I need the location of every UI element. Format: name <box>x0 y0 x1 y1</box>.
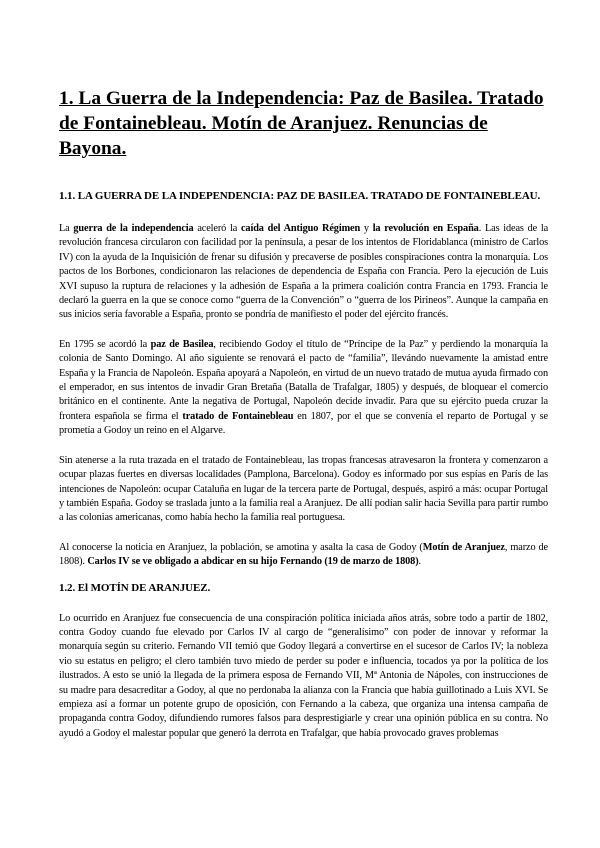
paragraph-independence-war: La guerra de la independencia aceleró la caída del Antiguo Régimen y la revolución en España. Las ideas de la revolución francesa circularon con facilidad por la península, a pesar de los intentos de Floridablanca (ministro de Carlos IV) con la ayuda de la Inquisición de frenar su difusión y precaverse de posibles conspiraciones contra la monarquía. Los pactos de los Borbones, condicionaron las relaciones de dependencia de España con Francia. Pero la ejecución de Luis XVI supuso la ruptura de relaciones y la adhesión de España a la primera coalición contra Francia en 1793. Francia le declaró la guerra en la que se conoce como “guerra de la Convención” o “guerra de los Pirineos”. Aunque la campaña en sus inicios sería favorable a España, pronto se pondría de manifiesto el poder del ejército francés. <box>59 223 549 321</box>
paragraph-conspiracy: Lo ocurrido en Aranjuez fue consecuencia de una conspiración política iniciada años atrás, sobre todo a partir de 1802, contra Godoy cuando fue elevado por Carlos IV al cargo de “generalísimo” con poder de innovar y reformar la monarquía según su criterio. Fernando VII temió que Godoy llegará a convertirse en el sucesor de Carlos IV; la nobleza vio su estatus en peligro; el clero también tuvo miedo de perder su poder e influencia, tocados ya por la política de los ilustrados. A esto se unió la llegada de la primera esposa de Fernando VII, Mª Antonia de Nápoles, con instrucciones de su madre para desacreditar a Godoy, al que no perdonaba la alianza con la Francia que había guillotinado a Luis XVI. Se empieza así a formar un potente grupo de oposición, con Fernando a la cabeza, que organiza una intensa campaña de propaganda contra Godoy, difundiendo rumores falsos para desprestigiarle y crear una opinión pública en su contra. No ayudó a Godoy el malestar popular que generó la derrota en Trafalgar, que había provocado graves problemas <box>59 612 548 739</box>
section-heading-1-1: 1.1. LA GUERRA DE LA INDEPENDENCIA: PAZ DE BASILEA. TRATADO DE FONTAINEBLEAU. <box>59 190 541 202</box>
section-heading-1-2: 1.2. El MOTÍN DE ARANJUEZ. <box>59 581 211 594</box>
page-title: 1. La Guerra de la Independencia: Paz de Basilea. Tratado de Fontainebleau. Motín de Aranjuez. Renuncias de Bayona. <box>59 88 544 159</box>
paragraph-french-troops: Sin atenerse a la ruta trazada en el tratado de Fontainebleau, las tropas francesas atravesaron la frontera y comenzaron a ocupar plazas fuertes en diversas localidades (Pamplona, Barcelona). Godoy es informado por sus espías en París de las intenciones de Napoleón: ocupar Cataluña en lugar de la tercera parte de Portugal, después, aspiró a más: ocupar Portugal y también España. Godoy se traslada junto a la familia real a Aranjuez. De allí podían salir hacia Sevilla para partir rumbo a las colonias americanas, como había hecho la familia real portuguesa. <box>59 454 548 524</box>
paragraph-motin-aranjuez: Al conocerse la noticia en Aranjuez, la población, se amotina y asalta la casa de Godoy (Motín de Aranjuez, marzo de 1808). Carlos IV se ve obligado a abdicar en su hijo Fernando (19 de marzo de 1808). <box>59 541 549 568</box>
paragraph-paz-de-basilea: En 1795 se acordó la paz de Basilea, recibiendo Godoy el título de “Príncipe de la Paz” y perdiendo la monarquía la colonia de Santo Domingo. Al año siguiente se renovará el pacto de “familia”, llevándo nuevamente la amistad entre España y la Francia de Napoleón. España apoyará a Napoleón, en virtud de un nuevo tratado de mutua ayuda firmado con el emperador, en sus intentos de invadir Gran Bretaña (Batalla de Trafalgar, 1805) y después, de bloquear el comercio británico en el continente. Ante la negativa de Portugal, Napoleón decide invadir. Para que su ejército pueda cruzar la frontera española se firma el tratado de Fontainebleau en 1807, por el que se convenía el reparto de Portugal y se prometía a Godoy un reino en el Algarve. <box>59 338 548 437</box>
